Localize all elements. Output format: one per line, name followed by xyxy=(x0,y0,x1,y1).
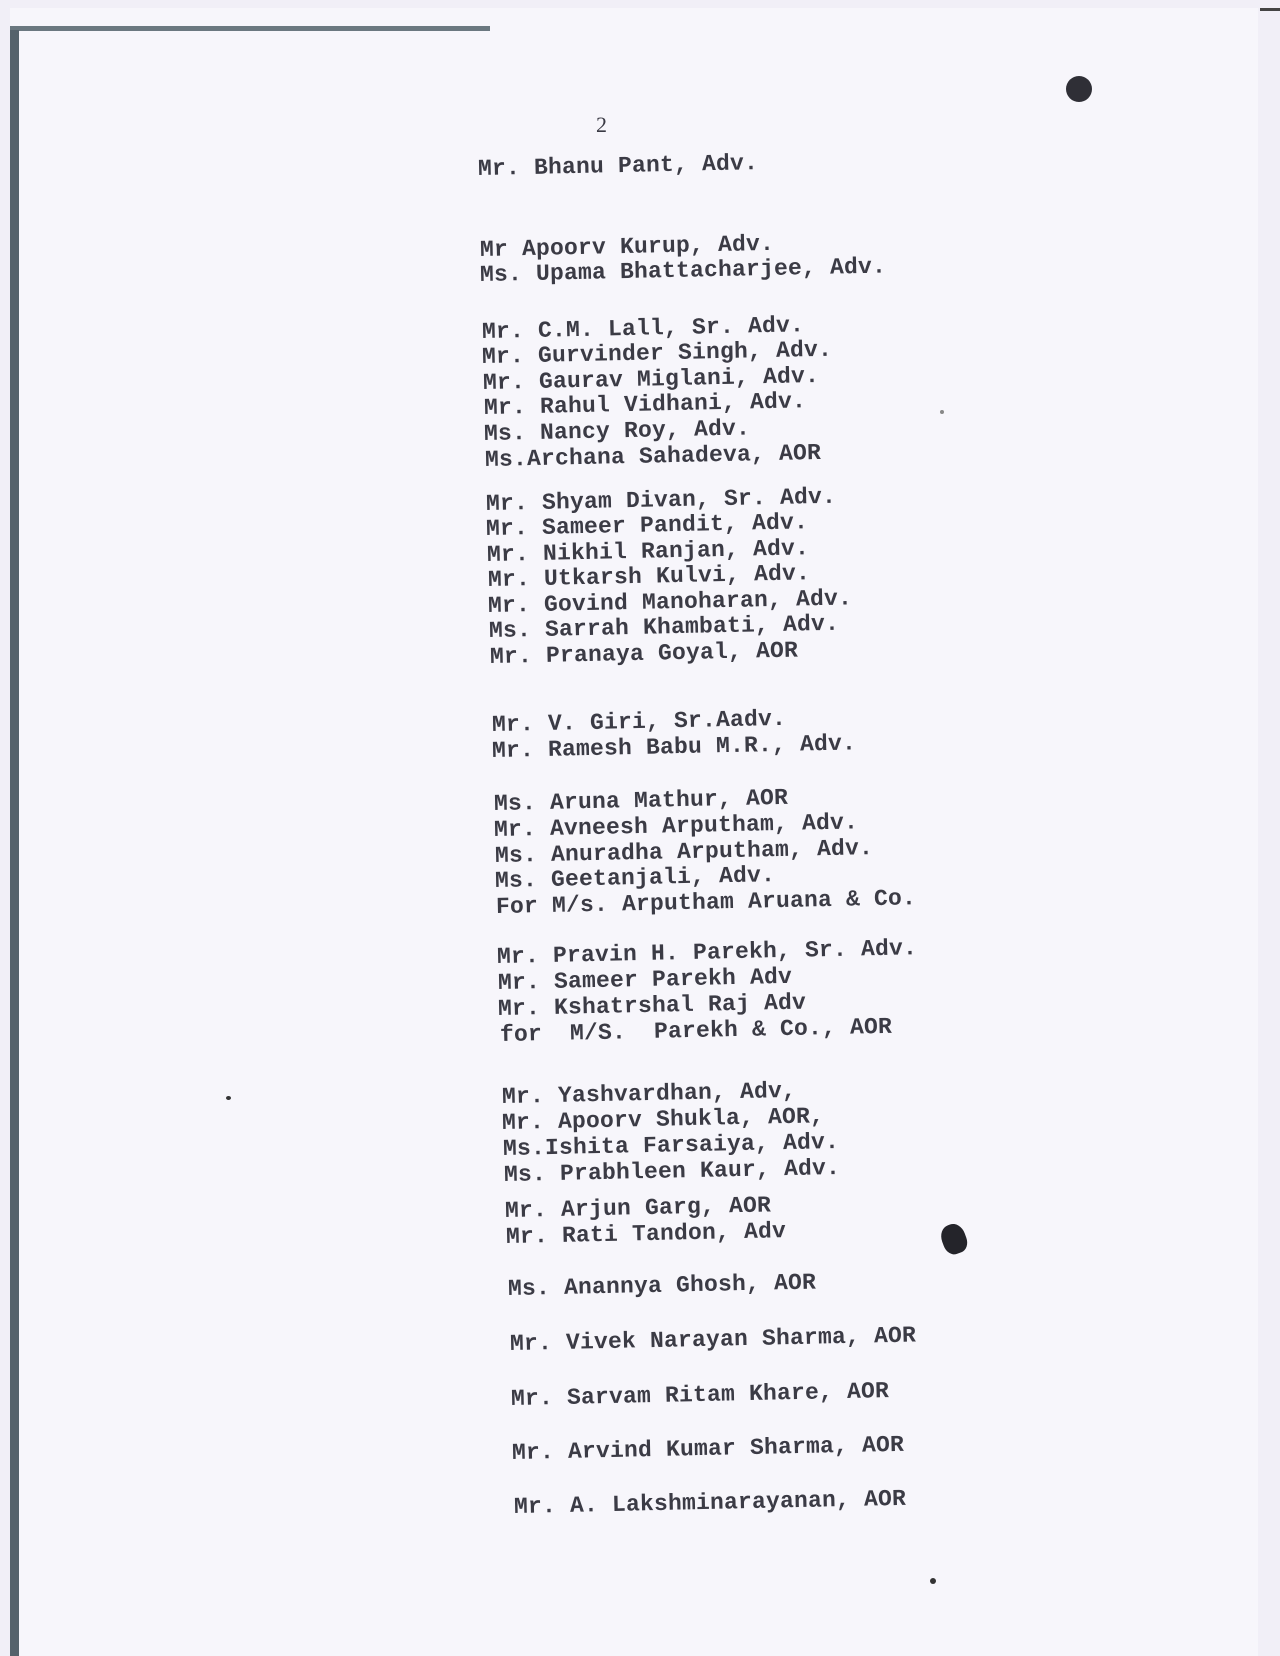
counsel-line: Mr. Pravin H. Parekh, Sr. Adv. xyxy=(496,935,918,970)
counsel-line: Mr. Utkarsh Kulvi, Adv. xyxy=(487,560,811,593)
dust-speck xyxy=(226,1096,231,1100)
counsel-line: Ms. Anuradha Arputham, Adv. xyxy=(494,835,874,869)
counsel-line: Mr. Govind Manoharan, Adv. xyxy=(487,585,853,619)
dust-speck xyxy=(940,410,944,414)
counsel-line: Ms.Ishita Farsaiya, Adv. xyxy=(502,1128,840,1162)
counsel-line: Ms. Sarrah Khambati, Adv. xyxy=(488,610,840,644)
ink-blot xyxy=(1066,76,1092,102)
counsel-line: Mr. Gaurav Miglani, Adv. xyxy=(482,362,820,396)
counsel-line: Mr. Shyam Divan, Sr. Adv. xyxy=(485,483,837,517)
counsel-line: Ms. Geetanjali, Adv. xyxy=(494,862,776,894)
scan-corner-mark xyxy=(1260,8,1280,11)
counsel-line: Mr. Avneesh Arputham, Adv. xyxy=(493,809,859,843)
counsel-line: Ms. Nancy Roy, Adv. xyxy=(483,415,751,447)
counsel-line: Mr. Sameer Parekh Adv xyxy=(497,963,793,996)
counsel-line: Mr. Bhanu Pant, Adv. xyxy=(477,150,759,182)
counsel-line: Ms. Upama Bhattacharjee, Adv. xyxy=(479,253,887,288)
counsel-line: For M/s. Arputham Aruana & Co. xyxy=(495,885,917,920)
counsel-line: Ms. Anannya Ghosh, AOR xyxy=(507,1269,817,1302)
counsel-line: Mr. Yashvardhan, Adv, xyxy=(501,1077,797,1110)
counsel-line: Mr. Sameer Pandit, Adv. xyxy=(485,509,809,542)
counsel-line: Mr. Vivek Narayan Sharma, AOR xyxy=(509,1322,917,1357)
scan-top-edge xyxy=(10,26,490,31)
dust-speck xyxy=(930,1578,936,1584)
counsel-line: for M/S. Parekh & Co., AOR xyxy=(499,1013,893,1048)
counsel-line: Mr. Gurvinder Singh, Adv. xyxy=(481,336,833,370)
counsel-line: Mr. Sarvam Ritam Khare, AOR xyxy=(510,1378,890,1412)
counsel-line: Mr. Rahul Vidhani, Adv. xyxy=(483,388,807,421)
counsel-line: Mr. V. Giri, Sr.Aadv. xyxy=(491,705,787,738)
counsel-line: Mr. Apoorv Shukla, AOR, xyxy=(501,1103,825,1136)
counsel-line: Ms. Aruna Mathur, AOR xyxy=(493,784,789,817)
counsel-line: Ms.Archana Sahadeva, AOR xyxy=(484,439,822,473)
scan-left-edge xyxy=(10,30,19,1656)
counsel-line: Mr. Arjun Garg, AOR xyxy=(504,1192,772,1224)
counsel-line: Mr. Rati Tandon, Adv xyxy=(505,1218,787,1250)
counsel-line: Mr. Kshatrshal Raj Adv xyxy=(497,989,807,1022)
counsel-line: Mr Apoorv Kurup, Adv. xyxy=(479,230,775,263)
counsel-line: Mr. C.M. Lall, Sr. Adv. xyxy=(481,312,805,345)
counsel-line: Mr. Pranaya Goyal, AOR xyxy=(489,637,799,670)
counsel-line: Mr. A. Lakshminarayanan, AOR xyxy=(513,1485,907,1520)
page-number: 2 xyxy=(596,112,607,137)
counsel-line: Ms. Prabhleen Kaur, Adv. xyxy=(503,1154,841,1188)
counsel-line: Mr. Arvind Kumar Sharma, AOR xyxy=(511,1431,905,1466)
counsel-line: Mr. Ramesh Babu M.R., Adv. xyxy=(491,730,857,764)
counsel-line: Mr. Nikhil Ranjan, Adv. xyxy=(486,535,810,568)
